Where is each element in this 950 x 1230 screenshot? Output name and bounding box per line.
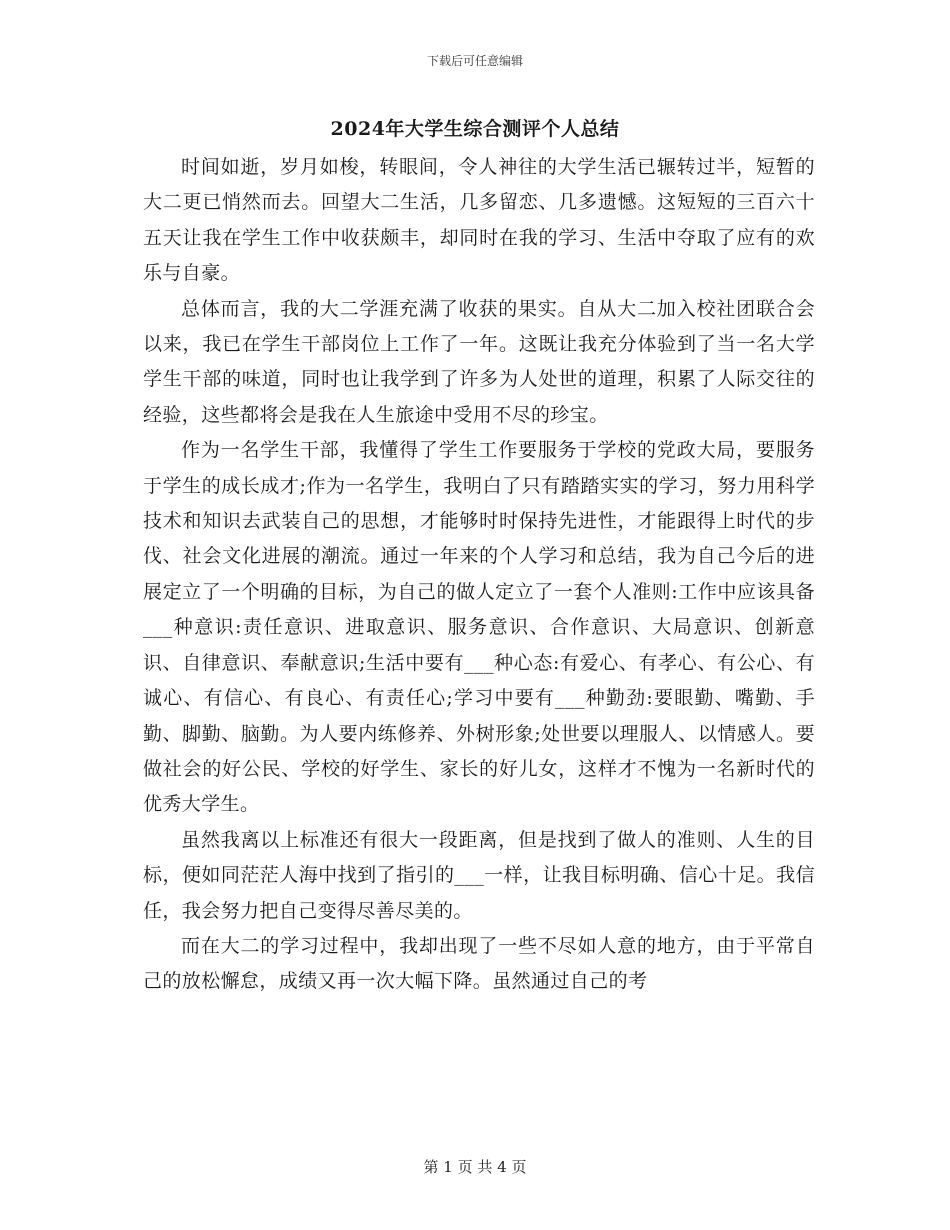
paragraph-5: 而在大二的学习过程中，我却出现了一些不尽如人意的地方，由于平常自己的放松懈怠，成绩又再一次大幅下降。虽然通过自己的考 [143, 934, 815, 993]
page-header-note: 下载后可任意编辑 [426, 54, 523, 68]
document-title: 2024年大学生综合测评个人总结 [330, 118, 620, 140]
page-number-footer: 第 1 页 共 4 页 [423, 1158, 527, 1176]
paragraph-4: 虽然我离以上标准还有很大一段距离，但是找到了做人的准则、人生的目标，便如同茫茫人海中找到了指引的___一样，让我目标明确、信心十足。我信任，我会努力把自己变得尽善尽美的。 [143, 828, 815, 922]
paragraph-3: 作为一名学生干部，我懂得了学生工作要服务于学校的党政大局，要服务于学生的成长成才;作为一名学生，我明白了只有踏踏实实的学习，努力用科学技术和知识去武装自己的思想，才能够时时保持先进性，才能跟得上时代的步伐、社会文化进展的潮流。通过一年来的个人学习和总结，我为自己今后的进展定立了一个明确的目标，为自己的做人定立了一套个人准则:工作中应该具备___种意识:责任意识、进取意识、服务意识、合作意识、大局意识、创新意识、自律意识、奉献意识;生活中要有___种心态:有爱心、有孝心、有公心、有诚心、有信心、有良心、有责任心;学习中要有___种勤劲:要眼勤、嘴勤、手勤、脚勤、脑勤。为人要内练修养、外树形象;处世要以理服人、以情感人。要做社会的好公民、学校的好学生、家长的好儿女，这样才不愧为一名新时代的优秀大学生。 [143, 439, 815, 816]
document-body [143, 150, 815, 1000]
paragraph-1: 时间如逝，岁月如梭，转眼间，令人神往的大学生活已辗转过半，短暂的大二更已悄然而去。回望大二生活，几多留恋、几多遗憾。这短短的三百六十五天让我在学生工作中收获颇丰，却同时在我的学习、生活中夺取了应有的欢乐与自豪。 [143, 156, 815, 285]
paragraph-2: 总体而言，我的大二学涯充满了收获的果实。自从大二加入校社团联合会以来，我已在学生干部岗位上工作了一年。这既让我充分体验到了当一名大学学生干部的味道，同时也让我学到了许多为人处世的道理，积累了人际交往的经验，这些都将会是我在人生旅途中受用不尽的珍宝。 [143, 297, 815, 426]
